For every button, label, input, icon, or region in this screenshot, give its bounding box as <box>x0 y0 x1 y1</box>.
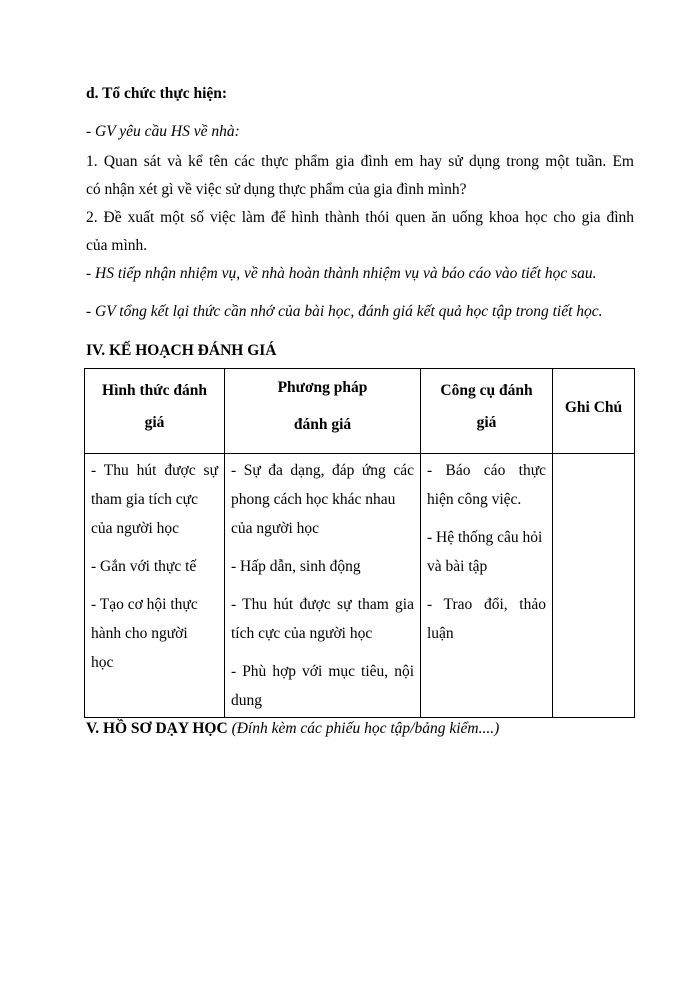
list-item <box>231 657 414 715</box>
header-hinh-thuc <box>85 369 225 454</box>
list-item <box>91 552 218 581</box>
cell-phuong-phap <box>225 454 421 718</box>
item-line: của người học <box>91 520 180 537</box>
header-col1-line1: Hình thức đánh <box>102 382 207 399</box>
section-iv-heading: IV. KẾ HOẠCH ĐÁNH GIÁ <box>86 342 277 359</box>
item-line: hành cho người <box>91 625 188 642</box>
header-col4: Ghi Chú <box>564 399 623 416</box>
list-item <box>427 523 546 581</box>
item-line: và bài tập <box>427 558 488 575</box>
item-line: phong cách học khác nhau <box>231 491 396 508</box>
item-line: luận <box>427 625 454 642</box>
hs-receive-line: - HS tiếp nhận nhiệm vụ, về nhà hoàn thành nhiệm vụ và báo cáo vào tiết học sau. <box>86 265 597 282</box>
list-item <box>427 456 546 514</box>
list-item <box>91 456 218 543</box>
item-line: dung <box>231 692 262 709</box>
list-item <box>427 590 546 648</box>
table-row <box>85 454 635 718</box>
section-v-heading: V. HỒ SƠ DẠY HỌC <box>86 720 228 737</box>
task1-line2: có nhận xét gì về việc sử dụng thực phẩm của gia đình mình? <box>86 181 467 198</box>
item-line: - Hấp dẫn, sinh động <box>231 558 361 575</box>
item-line: tham gia tích cực <box>91 491 198 508</box>
gv-summary-line: - GV tổng kết lại thức cần nhớ của bài học, đánh giá kết quả học tập trong tiết học. <box>86 303 603 320</box>
item-line: học <box>91 654 114 671</box>
item-line: - Thu hút được sự <box>91 462 218 479</box>
list-item <box>231 552 414 581</box>
header-col2-line1: Phương pháp <box>277 379 368 396</box>
header-phuong-phap <box>225 369 421 454</box>
item-line: - Báo cáo thực <box>427 462 546 479</box>
list-item <box>91 590 218 677</box>
item-line: - Sự đa dạng, đáp ứng các <box>231 462 414 479</box>
header-cong-cu <box>421 369 553 454</box>
header-ghi-chu <box>553 369 635 454</box>
task2-line2: của mình. <box>86 237 148 254</box>
cell-cong-cu <box>421 454 553 718</box>
list-item <box>231 590 414 648</box>
header-col3-line2: giá <box>476 414 497 431</box>
table-header-row <box>85 369 635 454</box>
list-item <box>231 456 414 543</box>
item-line: - Trao đổi, thảo <box>427 596 546 613</box>
header-col1-line2: giá <box>144 414 165 431</box>
item-line: hiện công việc. <box>427 491 522 508</box>
header-col2-line2: đánh giá <box>293 416 352 433</box>
item-line: - Hệ thống câu hỏi <box>427 529 543 546</box>
task2-line1: 2. Đề xuất một số việc làm để hình thành thói quen ăn uống khoa học cho gia đình <box>86 209 634 226</box>
cell-hinh-thuc <box>85 454 225 718</box>
item-line: - Gắn với thực tế <box>91 558 197 575</box>
evaluation-plan-table <box>84 368 635 718</box>
section-v-line <box>86 719 499 739</box>
section-d-heading: d. Tổ chức thực hiện: <box>86 85 228 102</box>
gv-request-line: - GV yêu cầu HS về nhà: <box>86 123 240 140</box>
ghi-chu-value <box>553 454 634 717</box>
item-line: - Phù hợp với mục tiêu, nội <box>231 663 414 680</box>
task1-line1: 1. Quan sát và kể tên các thực phẩm gia đình em hay sử dụng trong một tuần. Em <box>86 153 634 170</box>
header-col3-line1: Công cụ đánh <box>440 382 533 399</box>
item-line: của người học <box>231 520 320 537</box>
item-line: - Tạo cơ hội thực <box>91 596 198 613</box>
section-v-note: (Đính kèm các phiếu học tập/bảng kiểm....) <box>231 720 500 737</box>
item-line: - Thu hút được sự tham gia <box>231 596 414 613</box>
item-line: tích cực của người học <box>231 625 373 642</box>
cell-ghi-chu <box>553 454 635 718</box>
